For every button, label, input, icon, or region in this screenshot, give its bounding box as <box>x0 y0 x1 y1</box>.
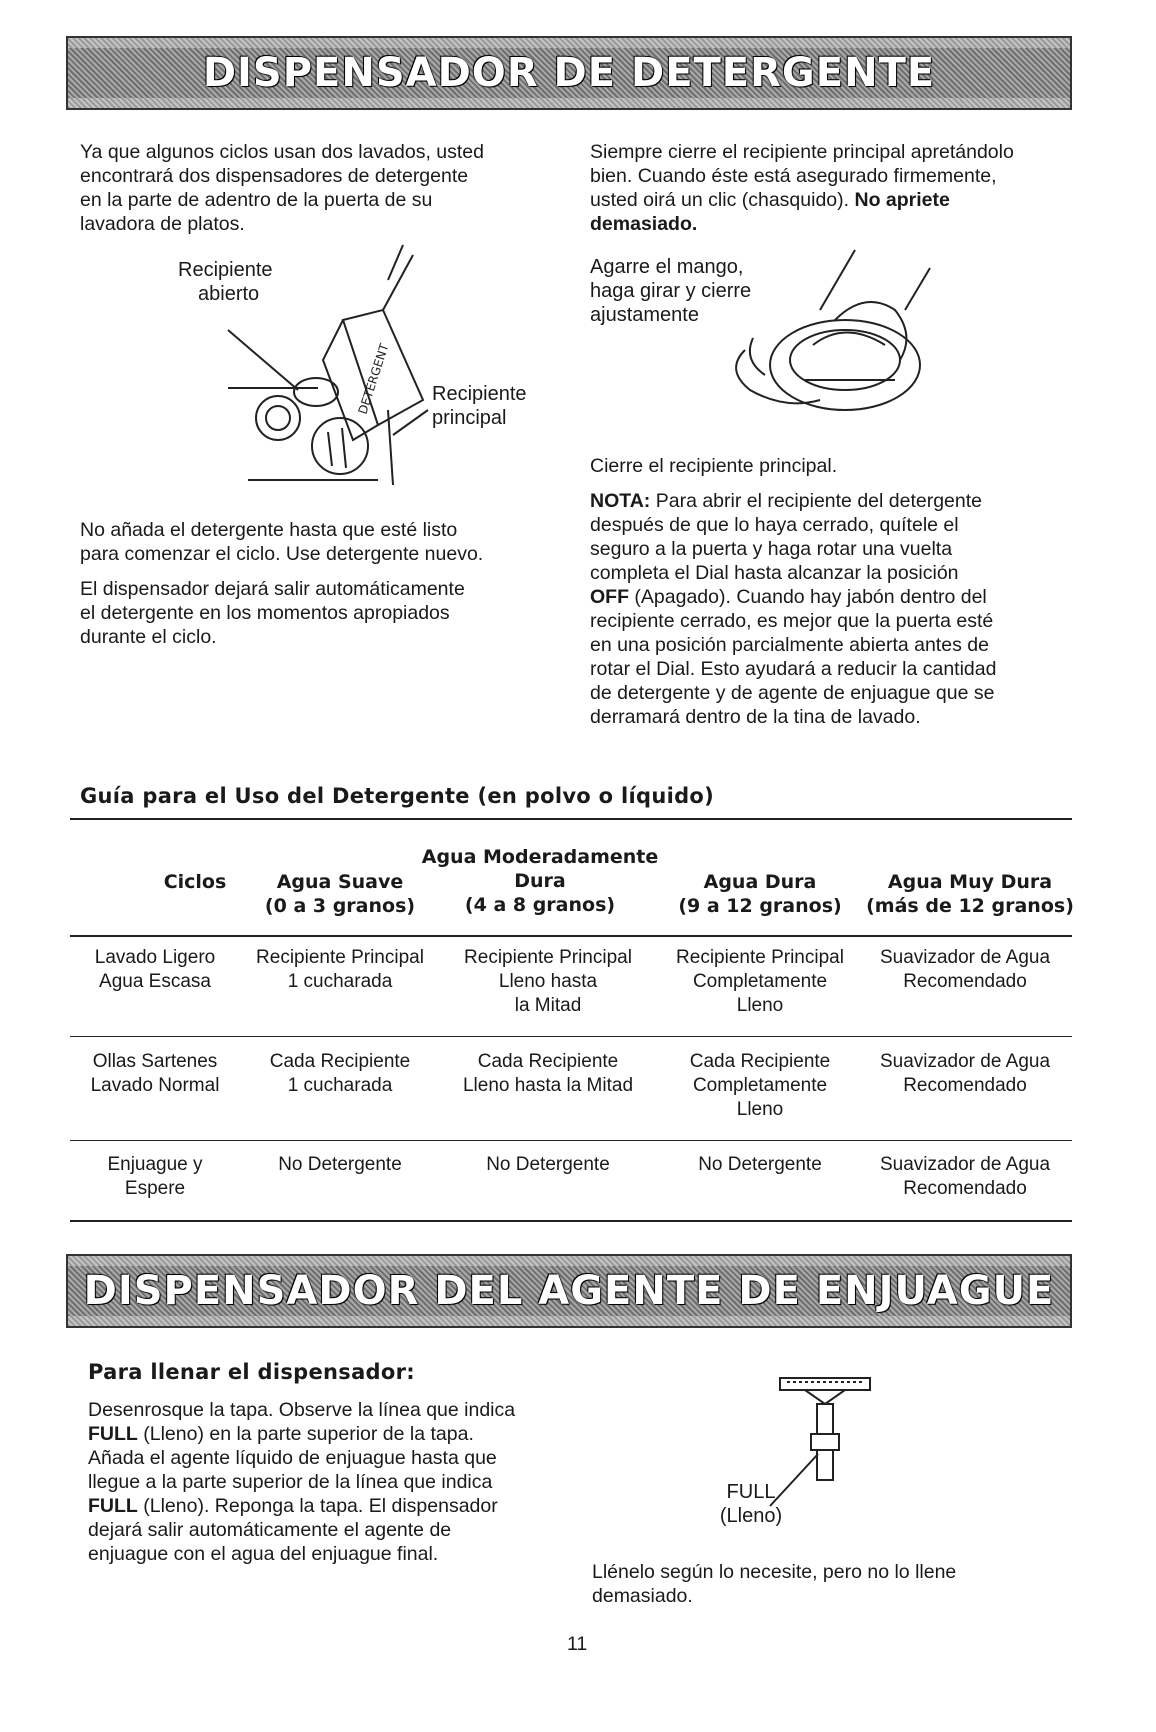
detergent-dispenser-banner <box>66 36 1072 110</box>
guide-bottom-rule <box>70 1220 1072 1222</box>
row-rule <box>70 1140 1072 1141</box>
header-dura: Agua Dura (9 a 12 granos) <box>678 871 842 917</box>
detergent-dispenser-illustration <box>228 250 528 490</box>
rinse-paragraph: Desenrosque la tapa. Observe la línea que indica FULL (Lleno) en la parte superior de la tapa. Añada el agente líquido de enjuague hasta que llegue a la parte superior de la línea que indica FULL (Lleno). Reponga la tapa. El dispensador dejará salir automáticamente el agente de enjuague con el agua del enjuague final. <box>88 1399 516 1565</box>
intro-paragraph: Ya que algunos ciclos usan dos lavados, usted encontrará dos dispensadores de detergente en la parte de adentro de la puerta de su lavadora de platos. <box>80 141 484 235</box>
guide-title: Guía para el Uso del Detergente (en polvo o líquido) <box>80 784 715 808</box>
detergent-box-label: DETERGENT <box>355 341 392 416</box>
header-rule <box>70 935 1072 937</box>
banner-title: DISPENSADOR DE DETERGENTE <box>202 50 936 96</box>
rinse-aid-dispenser-banner <box>66 1254 1072 1328</box>
header-muy-dura: Agua Muy Dura (más de 12 granos) <box>866 871 1074 917</box>
row-rule <box>70 1036 1072 1037</box>
rinse-heading: Para llenar el dispensador: <box>88 1360 415 1384</box>
header-ciclos: Ciclos <box>163 871 227 893</box>
label-main-container: Recipiente principal <box>432 383 527 429</box>
grip-instructions: Agarre el mango, haga girar y cierre ajustamente <box>590 256 752 326</box>
close-main-container-caption: Cierre el recipiente principal. <box>590 455 838 477</box>
fill-note: Llénelo según lo necesite, pero no lo llene demasiado. <box>592 1561 957 1607</box>
label-open-container: Recipiente abierto <box>178 259 273 305</box>
page-number: 11 <box>567 1633 588 1655</box>
header-moderada: Agua Moderadamente Dura (4 a 8 granos) <box>421 846 659 916</box>
guide-top-rule <box>70 818 1072 820</box>
header-suave: Agua Suave (0 a 3 granos) <box>264 871 416 917</box>
full-label: FULL (Lleno) <box>719 1481 783 1527</box>
banner-title: DISPENSADOR DEL AGENTE DE ENJUAGUE <box>83 1268 1055 1314</box>
auto-release-paragraph: El dispensador dejará salir automáticamente el detergente en los momentos apropiados durante el ciclo. <box>80 578 465 648</box>
note-paragraph: NOTA: Para abrir el recipiente del detergente después de que lo haya cerrado, quítele el seguro a la puerta y haga rotar una vuelta completa el Dial hasta alcanzar la posición OFF (Apagado). Cuando hay jabón dentro del recipiente cerrado, es mejor que la puerta esté en una posición parcialmente abierta antes de rotar el Dial. Esto ayudará a reducir la cantidad de detergente y de agente de enjuague que se derramará dentro de la tina de lavado. <box>590 490 997 728</box>
close-instructions-paragraph: Siempre cierre el recipiente principal apretándolo bien. Cuando éste está asegurado firmemente, usted oirá un clic (chasquido). No apriete demasiado. <box>590 141 1014 235</box>
close-container-illustration <box>725 250 945 430</box>
add-detergent-paragraph: No añada el detergente hasta que esté listo para comenzar el ciclo. Use detergente nuevo. <box>80 519 484 565</box>
